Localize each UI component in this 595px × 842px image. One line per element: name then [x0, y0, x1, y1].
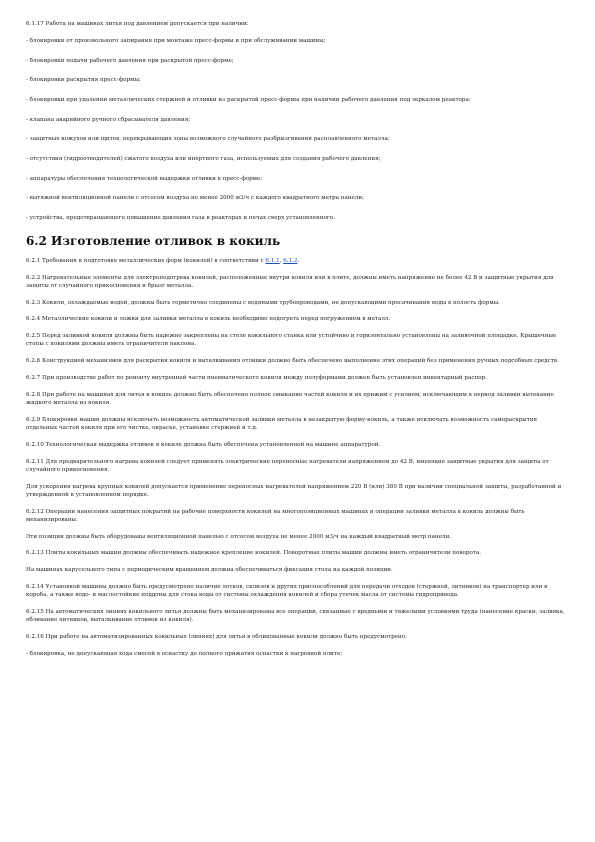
paragraph-6-2-5: 6.2.5 Перед заливкой кокиля должны быть надежно закреплены на столе кокильного станка или устойчиво и горизонтально установлены на заливочной площадке. Крышечные стопы с кокилями должны иметь ограничители наклона. — [26, 333, 557, 348]
list-item: - блокировки раскрытия пресс-формы; — [26, 77, 141, 84]
list-item: - отсутствия (гидроотводителей) сжатого воздуха или инертного газа, используемых для создания рабочего давления; — [26, 156, 381, 163]
paragraph-6-2-7: 6.2.7 При производстве работ по ремонту внутренней части пневматического кокиля между полуформами должен быть установлен инвентарный распор. — [26, 375, 487, 382]
paragraph-6-2-10: 6.2.10 Технологическая выдержка отливок в кокиле должна быть обеспечена установленной на машине аппаратурой. — [26, 441, 381, 448]
list-item: - блокировки при удалении металлических стержней и отливки из раскрытой пресс-формы при наличии рабочего давления под зеркалом реактора; — [26, 96, 471, 103]
paragraph-6-2-11: 6.2.11 Для предварительного нагрева кокилей следует применять электрические переносные нагреватели напряжением до 42 В, имеющие защитные укрытия для защиты от случайного прикосновения. — [26, 458, 549, 473]
paragraph-6-2-4: 6.2.4 Металлические кокили и ложки для заливки металла в кокиль необходимо подогреть перед погружением в металл. — [26, 316, 391, 323]
paragraph-6-2-3: 6.2.3 Кокили, охлаждаемые водой, должны быть герметично соединены с водяными трубопроводами, не допускающими просачивания воды в полость формы. — [26, 299, 500, 306]
paragraph-6-2-11-note: Для ускорения нагрева крупных кокилей допускается применение переносных нагревателей напряжением 220 В (или) 380 В при наличии специальной защиты, разработанной и утвержденной в установленном порядке. — [26, 483, 562, 498]
paragraph-6-1-17: 6.1.17 Работа на машинах литья под давлением допускается при наличии: — [26, 21, 249, 27]
list-item: - аппаратуры обеспечения технологической выдержки отливки в пресс-форме; — [26, 175, 263, 182]
paragraph-6-2-6: 6.2.6 Конструкцией механизмов для раскрытия кокиля и выталкивания отливки должно быть обеспечено выполнение этих операций без применения ручных подсобных средств. — [26, 358, 559, 365]
link-6-1-1[interactable]: 6.1.1 — [265, 257, 280, 264]
paragraph-6-2-8: 6.2.8 При работе на машинах для литья в кокиль должно быть обеспечено полное смыкание частей кокиля и их прижим с усилием, исключающим в период заливки вытекание жидкого металла из кокиля. — [26, 391, 554, 407]
list-item: - клапана аварийного ручного сбрасывателя давления; — [26, 116, 191, 123]
paragraph-6-2-13: 6.2.13 Плиты кокильных машин должны обеспечивать надежное крепление кокилей. Поворотные плиты машин должны иметь ограничители поворота. — [26, 550, 482, 557]
paragraph-6-2-16: 6.2.16 При работе на автоматизированных кокильных (линиях) для литья в облицованные кокили должно быть предусмотрено: — [26, 634, 407, 640]
section-heading: 6.2 Изготовление отливок в кокиль — [26, 233, 281, 248]
paragraph-end: . — [297, 257, 300, 264]
list-item: - блокировки от произвольного запирания при монтаже пресс-формы и при обслуживании машины; — [26, 37, 326, 44]
paragraph-6-2-13-note: На машинах карусельного типа с периодическим вращением должна обеспечиваться фиксация стола на каждой позиции. — [26, 567, 393, 574]
link-6-1-2[interactable]: 6.1.2 — [283, 257, 298, 264]
paragraph-6-2-1 — [26, 257, 569, 265]
separator-text: , — [279, 257, 284, 264]
list-item: - вытяжной вентиляционной панели с отсосом воздуха не менее 2000 м3/ч с каждого квадратного метра панели; — [26, 195, 364, 202]
paragraph-6-2-12-note: Эти позиции должны быть оборудованы вентиляционной панелью с отсосом воздуха не менее 2000 м3/ч на каждый квадратный метр панели. — [26, 533, 452, 540]
paragraph-6-2-2: 6.2.2 Нагревательные элементы для электроподогрева кокилей, расположенные внутри кокиля или в плите, должны иметь напряжение не более 42 В и защитные укрытия для защиты от случайного прикосновения и брызг металла. — [26, 274, 554, 289]
paragraph-text: 6.2.1 Требования к подготовке металлических форм (кокилей) в соответствии с — [26, 257, 266, 264]
list-item: - устройства, предотвращающего повышение давления газа в реакторах и печах сверх установленного. — [26, 215, 335, 222]
list-item: - блокировка, не допускающая хода смесей в оснастку до полного прижатия оснастки к нагревной плите; — [26, 650, 343, 657]
list-item: - блокировки подачи рабочего давления при раскрытой пресс-форме; — [26, 57, 234, 64]
paragraph-6-2-9: 6.2.9 Блокировки машин должны исключать возможность автоматической заливки металла в незакрытую форму-кокиль, а также исключать возможность самораскрытия отдельных частей кокиля при его чистке, окраске, установке стержней и т.д. — [26, 416, 538, 432]
paragraph-6-2-12: 6.2.12 Операции нанесения защитных покрытий на рабочие поверхности кокилей на многопозиционных машинах и операции заливки металла в кокиль должны быть механизированы. — [26, 508, 525, 523]
list-item: - защитных кожухов или щитов, перекрывающих зоны возможного случайного разбрызгивания расплавленного металла; — [26, 136, 390, 143]
paragraph-6-2-15: 6.2.15 На автоматических линиях кокильного литья должны быть механизированы все операции, связанные с вредными и тяжелыми условиями труда (нанесение краски, заливка, обливание литников, выталкивание отливок из кокиля). — [26, 609, 565, 624]
paragraph-6-2-14: 6.2.14 Установкой машины должно быть предусмотрено наличие лотков, склизов и других приспособлений для передачи отходов (стержней, литников) на транспортер или в короба, а также водо- и маслостойкие поддоны для стока воды от системы охлаждения кокилей и сбора утечек масла от системы гидропривода. — [26, 584, 548, 599]
